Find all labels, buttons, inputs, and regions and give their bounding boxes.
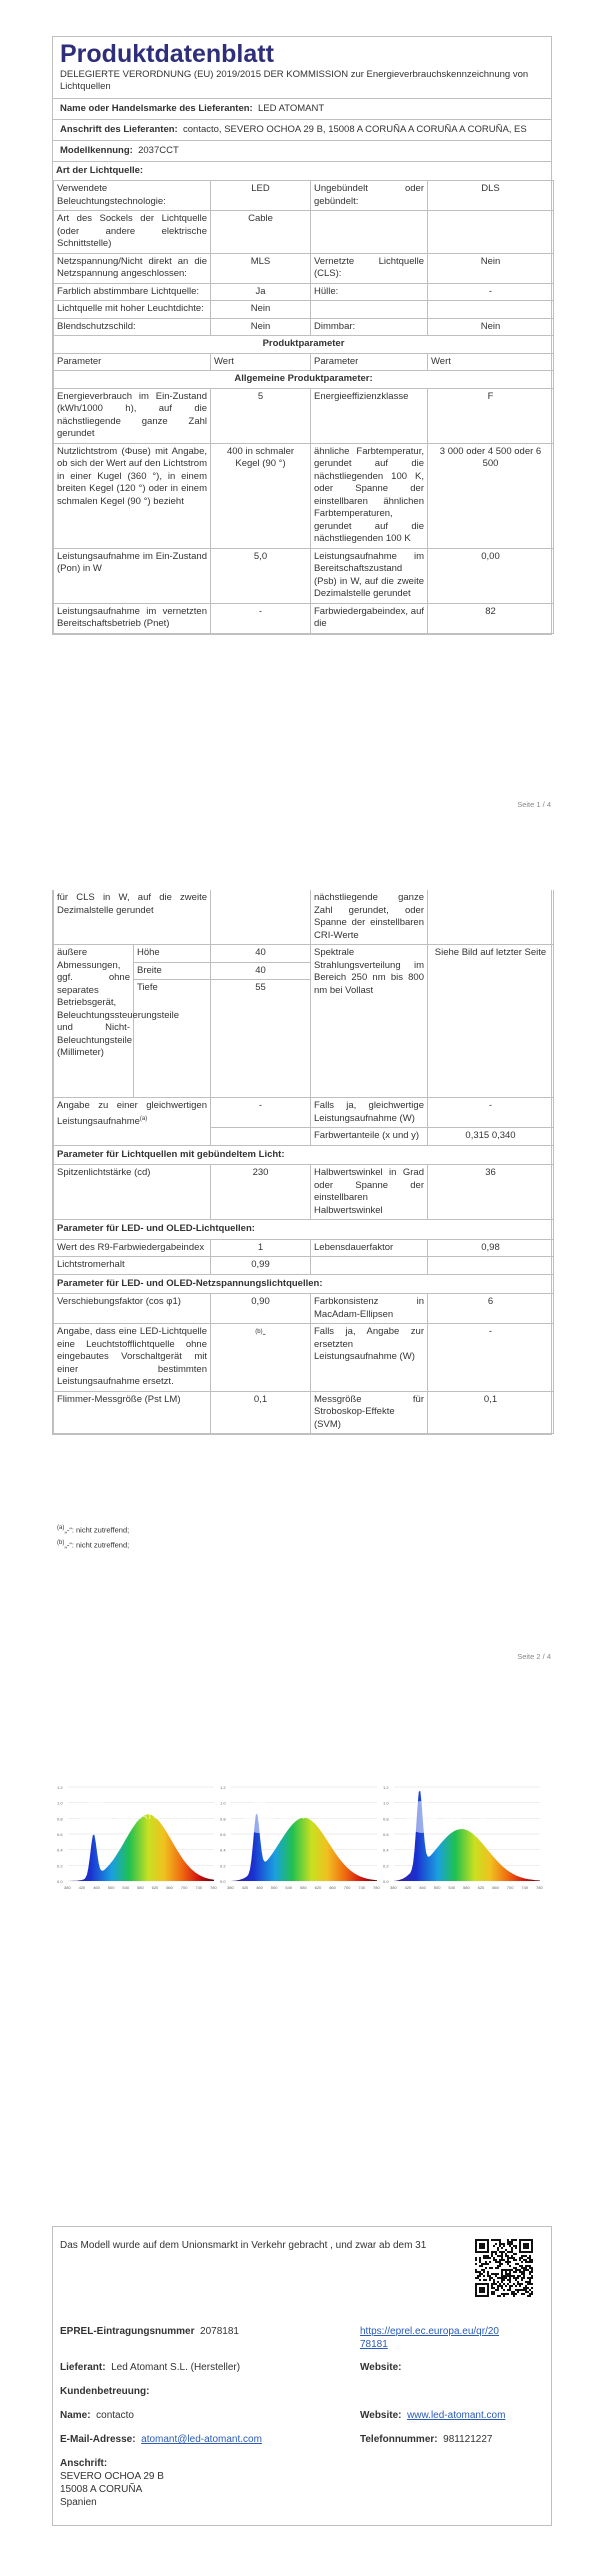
address-value: contacto, SEVERO OCHOA 29 B, 15008 A CORUÑA A CORUÑA A CORUÑA, ES [183,124,527,135]
directional-heading: Parameter für Lichtquellen mit gebündeltem Licht: [54,1145,554,1165]
page-number: Seite 2 / 4 [517,1652,551,1661]
flicker-label: Flimmer-Messgröße (Pst LM) [54,1391,211,1434]
claim-label: Angabe, dass eine LED-Lichtquelle eine Leuchtstofflichtquelle ohne eingebautes Vorschaltgerät mit einer bestimmten Leistungsaufnahme ersetzt. [54,1324,211,1392]
page-title: Produktdatenblatt [60,40,274,68]
spectrum-chart [219,1783,379,1895]
model-row [53,141,551,162]
footnote-mark: (b) [57,1539,65,1546]
x-tick-label: 740 [521,1885,529,1890]
product-params-heading: Produktparameter [54,336,554,354]
stroboscopic-value: 0,1 [428,1391,554,1434]
model-value: 2037CCT [138,145,179,156]
chromaticity-label: Farbwertanteile (x und y) [311,1128,428,1146]
col-header-param: Parameter [54,353,211,371]
footnote-text: „-“: nicht zutreffend; [64,1540,130,1549]
y-tick-label: 1.0 [57,1800,63,1806]
displacement-label: Verschiebungsfaktor (cos φ1) [54,1294,211,1324]
table-row [54,1257,554,1275]
watermark-logo [406,1801,438,1833]
led-mains-heading: Parameter für LED- und OLED-Netzspannungslichtquellen: [54,1274,554,1294]
spd-label: Spektrale Strahlungsverteilung im Bereich 250 nm bis 800 nm bei Vollast [311,945,428,1098]
spectral-distribution-images [56,1783,556,1895]
param-label: nächstliegende ganze Zahl gerundet, oder Spanne der einstellbaren CRI-Werte [311,890,428,945]
customer-service-heading [60,2385,149,2398]
email-link[interactable]: atomant@led-atomant.com [141,2434,262,2445]
datasheet-page-1 [52,36,552,635]
x-tick-label: 780 [536,1885,543,1890]
height-value: 40 [211,945,311,963]
spectrum-6500k [382,1783,542,1895]
supplier-row [53,99,551,120]
survival-label: Lebensdauerfaktor [311,1239,428,1257]
x-tick-label: 580 [137,1885,144,1890]
regulation-subtitle: DELEGIERTE VERORDNUNG (EU) 2019/2015 DER KOMMISSION zur Energieverbrauchskennzeichnung von Lichtquellen [53,69,551,99]
type-value: DLS [428,181,554,211]
eprel-value: 2078181 [200,2326,239,2337]
type-label: Lichtquelle mit hoher Leuchtdichte: [54,301,211,319]
address-line: 15008 A CORUÑA [60,2484,143,2495]
param-label: für CLS in W, auf die zweite Dezimalstelle gerundet [54,890,211,945]
peak-intensity-label: Spitzenlichtstärke (cd) [54,1165,211,1220]
param-value [428,890,554,945]
type-value [428,301,554,319]
address-line: SEVERO OCHOA 29 B [60,2471,164,2482]
watermark-logo [80,1801,112,1833]
chromaticity-value: 0,315 0,340 [428,1128,554,1146]
equiv-power-value: - [211,1098,311,1128]
colour-consistency-value: 6 [428,1294,554,1324]
y-tick-label: 0.2 [220,1863,226,1869]
param-value [428,1257,554,1275]
y-tick-label: 0.0 [383,1879,389,1884]
type-value: MLS [211,253,311,283]
website2-label: Website: [360,2410,402,2421]
supplier-info-label: Lieferant: [60,2362,106,2373]
y-tick-label: 0.4 [57,1847,63,1853]
x-tick-label: 660 [329,1885,336,1890]
model-label: Modellkennung: [60,145,133,156]
customer-service-label: Kundenbetreuung: [60,2386,150,2397]
table-row [54,548,554,603]
type-label: Ungebündelt oder gebündelt: [311,181,428,211]
param-value: 82 [428,603,554,633]
x-tick-label: 420 [78,1885,86,1890]
depth-label: Tiefe [134,980,211,1098]
x-tick-label: 700 [343,1885,351,1890]
width-label: Breite [134,962,211,980]
type-label: Farblich abstimmbare Lichtquelle: [54,283,211,301]
y-tick-label: 0.4 [220,1847,226,1853]
type-section-heading: Art der Lichtquelle: [56,165,144,176]
height-label: Höhe [134,945,211,963]
x-tick-label: 700 [506,1885,514,1890]
contact-name-label: Name: [60,2410,91,2421]
flicker-value: 0,1 [211,1391,311,1434]
type-value: Ja [211,283,311,301]
eprel-label: EPREL-Eintragungsnummer [60,2326,195,2337]
pon-label-text: Leistungsaufnahme im Ein-Zustand (Pon) in W [57,550,207,574]
type-value: Nein [211,301,311,319]
r9-value: 1 [211,1239,311,1257]
website-row [360,2361,402,2374]
param-value [211,890,311,945]
website-link[interactable]: www.led-atomant.com [407,2410,506,2421]
x-tick-label: 780 [373,1885,380,1890]
contact-name-value: contacto [96,2410,134,2421]
depth-value: 55 [211,980,311,1098]
x-tick-label: 500 [107,1885,115,1890]
led-oled-heading: Parameter für LED- und OLED-Lichtquellen: [54,1220,554,1240]
param-label: Nutzlichtstrom (Φuse) mit Angabe, ob sich der Wert auf den Lichtstrom in einer Kugel (360 °), in einem breiten Kegel (120 °) oder in einem schmalen Kegel (90 °) bezieht [54,443,211,548]
table-row [54,1239,554,1257]
x-tick-label: 660 [492,1885,499,1890]
param-label: Leistungsaufnahme im vernetzten Bereitschaftsbetrieb (Pnet) [54,603,211,633]
eprel-row [60,2325,239,2338]
x-tick-label: 420 [404,1885,412,1890]
y-tick-label: 1.0 [383,1800,389,1806]
spectrum-chart [382,1783,542,1895]
param-label [311,1257,428,1275]
footnote-ref-b: (b) [255,1329,263,1335]
email-label: E-Mail-Adresse: [60,2434,136,2445]
x-tick-label: 460 [93,1885,100,1890]
footnote-b [57,1537,129,1552]
x-tick-label: 580 [463,1885,470,1890]
supplier-info-row [60,2361,240,2374]
x-tick-label: 780 [210,1885,217,1890]
type-label: Netzspannung/Nicht direkt an die Netzspannung angeschlossen: [54,253,211,283]
x-tick-label: 740 [195,1885,203,1890]
phone-row [360,2433,492,2446]
lumen-maint-label: Lichtstromerhalt [54,1257,211,1275]
beam-angle-value: 36 [428,1165,554,1220]
table-row [54,945,554,963]
param-label: Energieeffizienzklasse [311,388,428,443]
y-tick-label: 1.2 [220,1785,226,1790]
param-label: ähnliche Farbtemperatur, gerundet auf die nächstliegenden 100 K, oder Spanne der einstellbaren ähnlichen Farbtemperaturen, gerundet auf die nächstliegenden 100 K [311,443,428,548]
x-tick-label: 700 [180,1885,188,1890]
footnotes [57,1522,129,1551]
address-block-label: Anschrift: [60,2458,108,2469]
col-header-value: Wert [428,353,554,371]
x-tick-label: 540 [285,1885,293,1890]
equiv-power-label [54,1098,211,1146]
table-row [54,603,554,633]
x-tick-label: 620 [477,1885,485,1890]
address-label: Anschrift des Lieferanten: [60,124,178,135]
x-tick-label: 500 [270,1885,278,1890]
address-line: Spanien [60,2497,97,2508]
y-tick-label: 0.0 [220,1879,226,1884]
table-row [54,371,554,389]
table-row [54,1294,554,1324]
type-value: Nein [428,253,554,283]
x-tick-label: 380 [227,1885,234,1890]
dimensions-label: äußere Abmessungen, ggf. ohne separates Betriebsgerät, Beleuchtungssteuerungsteile und Nicht-Beleuchtungsteile (Millimeter) [54,945,134,1098]
watermark-text: LED ATOMANT [279,1810,356,1822]
y-tick-label: 0.6 [383,1832,389,1837]
contact-name-row [60,2409,134,2422]
type-label: Verwendete Beleuchtungstechnologie: [54,181,211,211]
params-table-continued [53,890,554,1434]
x-tick-label: 420 [241,1885,249,1890]
y-tick-label: 0.8 [383,1816,389,1822]
table-row [54,388,554,443]
claim-value-text: - [262,1329,266,1341]
param-label [54,548,211,603]
replaced-power-label: Falls ja, Angabe zur ersetzten Leistungsaufnahme (W) [311,1324,428,1392]
table-row [54,318,554,336]
y-tick-label: 1.2 [57,1785,63,1790]
y-tick-label: 1.2 [383,1785,389,1790]
spectrum-3000k [56,1783,216,1895]
table-row [54,283,554,301]
watermark-logo [243,1801,275,1833]
x-tick-label: 460 [419,1885,426,1890]
market-text: Das Modell wurde auf dem Unionsmarkt in Verkehr gebracht , und zwar ab dem 31 [60,2240,427,2251]
type-label: Blendschutzschild: [54,318,211,336]
x-tick-label: 740 [358,1885,366,1890]
spectrum-chart [56,1783,216,1895]
beam-angle-label: Halbwertswinkel in Grad oder Spanne der einstellbaren Halbwertswinkel [311,1165,428,1220]
x-tick-label: 460 [256,1885,263,1890]
stroboscopic-label: Messgröße für Stroboskop-Effekte (SVM) [311,1391,428,1434]
table-row [54,353,554,371]
y-tick-label: 1.0 [220,1800,226,1806]
x-tick-label: 500 [433,1885,441,1890]
datasheet-page-2 [52,890,552,1435]
survival-value: 0,98 [428,1239,554,1257]
claim-value [211,1324,311,1392]
table-row [54,253,554,283]
type-value: - [428,283,554,301]
param-value [211,1128,311,1146]
table-row [54,1274,554,1294]
y-tick-label: 0.4 [383,1847,389,1853]
peak-intensity-value: 230 [211,1165,311,1220]
equiv-power-text: Angabe zu einer gleichwertigen Leistungsaufnahme [57,1100,207,1127]
table-row [54,1220,554,1240]
param-value: 5 [211,388,311,443]
type-value: Nein [211,318,311,336]
y-tick-label: 0.6 [57,1832,63,1837]
table-row [54,1098,554,1128]
table-row [54,1165,554,1220]
table-row [54,1324,554,1392]
param-value: 5,0 [211,548,311,603]
y-tick-label: 0.2 [383,1863,389,1869]
r9-label: Wert des R9-Farbwiedergabeindex [54,1239,211,1257]
eprel-info-box [52,2226,552,2526]
table-row [54,1391,554,1434]
supplier-label: Name oder Handelsmarke des Lieferanten: [60,103,253,114]
param-label: Farbwiedergabeindex, auf die [311,603,428,633]
x-tick-label: 540 [448,1885,456,1890]
type-value: Nein [428,318,554,336]
param-value: 3 000 oder 4 500 oder 6 500 [428,443,554,548]
type-label: Vernetzte Lichtquelle (CLS): [311,253,428,283]
x-tick-label: 380 [64,1885,71,1890]
address-row [53,120,551,141]
col-header-value: Wert [211,353,311,371]
table-row [54,336,554,354]
footnote-a [57,1522,129,1537]
type-table [53,180,554,634]
website2-row [360,2409,505,2422]
x-tick-label: 660 [166,1885,173,1890]
type-value [428,211,554,254]
table-row [54,1145,554,1165]
type-label: Hülle: [311,283,428,301]
param-label: Energieverbrauch im Ein-Zustand (kWh/1000 h), auf die nächstliegende ganze Zahl gerundet [54,388,211,443]
replaced-power-value: - [428,1324,554,1392]
table-row [54,890,554,945]
y-tick-label: 0.6 [220,1832,226,1837]
phone-value: 981121227 [443,2434,493,2445]
phone-label: Telefonnummer: [360,2434,438,2445]
supplier-value: LED ATOMANT [258,103,325,114]
table-row [54,211,554,254]
supplier-info-value: Led Atomant S.L. (Hersteller) [111,2362,241,2373]
type-label: Dimmbar: [311,318,428,336]
width-value: 40 [211,962,311,980]
y-tick-label: 0.8 [220,1816,226,1822]
type-value: LED [211,181,311,211]
y-tick-label: 0.8 [57,1816,63,1822]
x-tick-label: 620 [314,1885,322,1890]
displacement-value: 0,90 [211,1294,311,1324]
website-label: Website: [360,2362,402,2373]
type-label: Art des Sockels der Lichtquelle (oder andere elektrische Schnittstelle) [54,211,211,254]
col-header-param: Parameter [311,353,428,371]
footnote-ref-a: (a) [139,1115,148,1122]
address-block [60,2457,164,2509]
colour-consistency-label: Farbkonsistenz in MacAdam-Ellipsen [311,1294,428,1324]
x-tick-label: 540 [122,1885,130,1890]
type-value: Cable [211,211,311,254]
x-tick-label: 580 [300,1885,307,1890]
x-tick-label: 620 [151,1885,159,1890]
x-tick-label: 380 [390,1885,397,1890]
param-value: F [428,388,554,443]
qr-code [473,2237,535,2299]
email-row [60,2433,262,2446]
param-value: - [211,603,311,633]
table-row [54,181,554,211]
table-row [54,301,554,319]
eprel-link[interactable]: https://eprel.ec.europa.eu/qr/2078181 [360,2326,499,2350]
type-label [311,211,428,254]
param-value: 400 in schmaler Kegel (90 °) [211,443,311,548]
y-tick-label: 0.0 [57,1879,63,1884]
footnote-text: „-“: nicht zutreffend; [64,1525,130,1535]
param-label: Leistungsaufnahme im Bereitschaftszustand (Psb) in W, auf die zweite Dezimalstelle gerundet [311,548,428,603]
general-params-heading: Allgemeine Produktparameter: [54,371,554,389]
equiv-watt-label: Falls ja, gleichwertige Leistungsaufnahme (W) [311,1098,428,1128]
type-label [311,301,428,319]
watermark-text: LED ATOMANT [442,1810,519,1822]
spd-value: Siehe Bild auf letzter Seite [428,945,554,1098]
watermark-text: LED ATOMANT [116,1810,193,1822]
table-row [54,443,554,548]
footnote-mark: (a) [57,1525,65,1531]
equiv-watt-value: - [428,1098,554,1128]
y-tick-label: 0.2 [57,1863,63,1869]
lumen-maint-value: 0,99 [211,1257,311,1275]
page-number: Seite 1 / 4 [517,800,551,809]
qr-code-graphic [473,2237,535,2299]
spectrum-4500k [219,1783,379,1895]
param-value: 0,00 [428,548,554,603]
